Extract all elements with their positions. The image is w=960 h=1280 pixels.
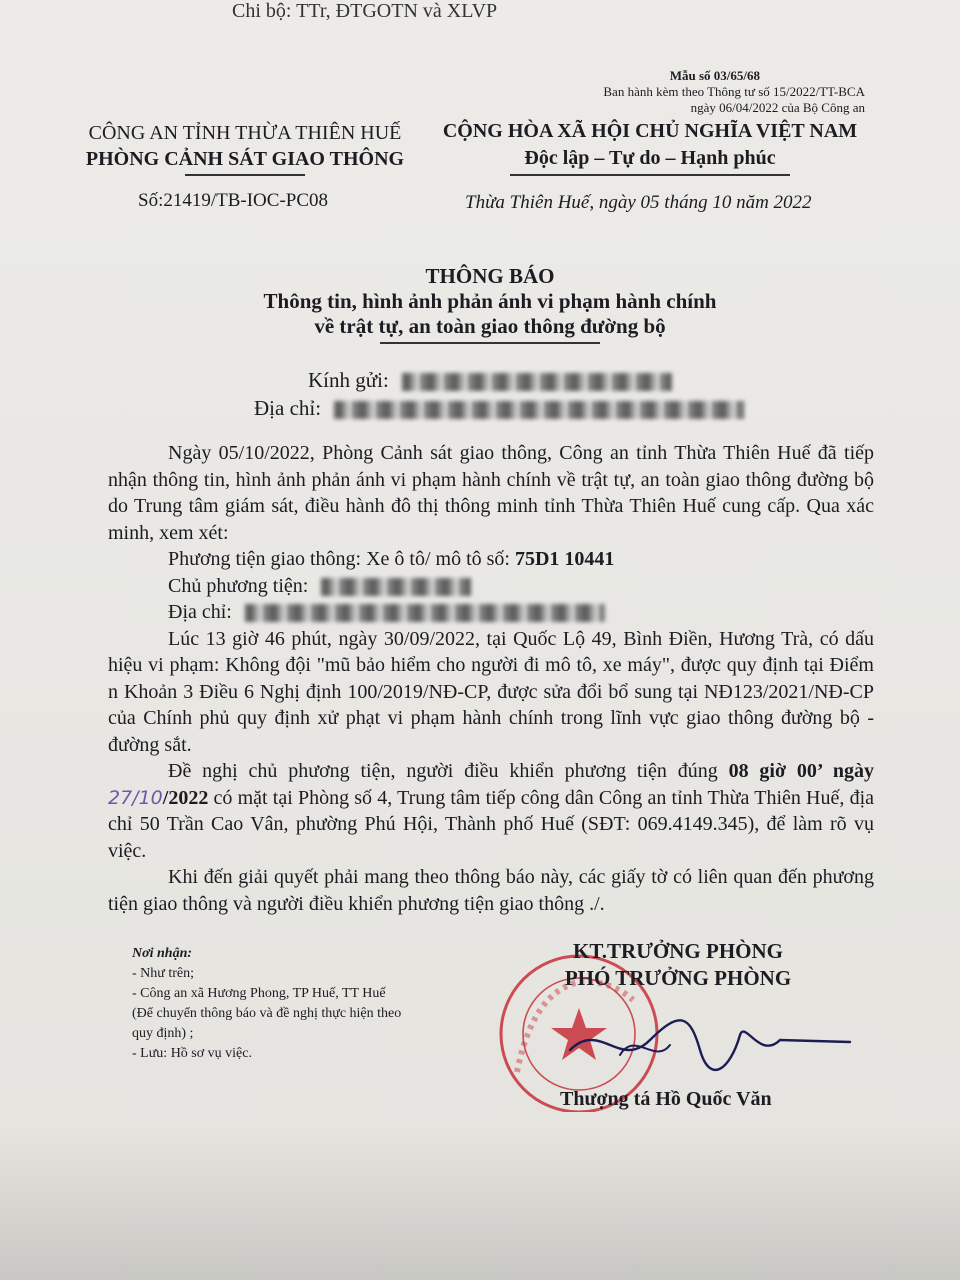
document-title	[150, 264, 830, 344]
appointment-year: /2022	[162, 786, 209, 809]
nation-name: CỘNG HÒA XÃ HỘI CHỦ NGHĨA VIỆT NAM	[442, 120, 858, 142]
issuing-agency	[60, 120, 430, 176]
sign-title-line: PHÓ TRƯỞNG PHÒNG	[564, 966, 792, 990]
appointment-rest: có mặt tại Phòng số 4, Trung tâm tiếp công dân Công an tỉnh Thừa Thiên Huế, địa chỉ 50 Trần Cao Vân, phường Phú Hội, Thành phố Huế (SĐT: 069.4149.345), để làm rõ vụ việc.	[108, 786, 875, 862]
body-paragraph: Lúc 13 giờ 46 phút, ngày 30/09/2022, tại Quốc Lộ 49, Bình Điền, Hương Trà, có dấu hiệu vi phạm: Không đội "mũ bảo hiểm cho người đi mô tô, xe máy", được quy định tại Điểm n Khoản 3 Điều 6 Nghị định 100/2019/NĐ-CP, được sửa đổi bổ sung tại NĐ123/2021/NĐ-CP của Chính phủ quy định xử phạt vi phạm hành chính trong lĩnh vực giao thông đường bộ - đường sắt.	[108, 627, 874, 756]
form-number: Mẫu số 03/65/68	[669, 68, 760, 83]
owner-line	[108, 573, 874, 600]
recipient-to-label: Kính gửi:	[308, 368, 389, 392]
redacted-address	[334, 401, 744, 419]
top-note: Chi bộ: TTr, ĐTGOTN và XLVP	[232, 0, 498, 22]
national-header	[430, 118, 870, 176]
recipient-to	[308, 368, 672, 393]
form-issued-line: ngày 06/04/2022 của Bộ Công an	[690, 100, 865, 115]
title-main: THÔNG BÁO	[425, 264, 555, 288]
handwritten-signature-icon	[560, 1010, 860, 1080]
distribution-list	[132, 944, 401, 1064]
form-issued-line: Ban hành kèm theo Thông tư số 15/2022/TT-BCA	[603, 84, 865, 99]
body-paragraph: Ngày 05/10/2022, Phòng Cảnh sát giao thông, Công an tỉnh Thừa Thiên Huế đã tiếp nhận thông tin, hình ảnh phản ánh vi phạm hành chính về trật tự, an toàn giao thông đường bộ do Trung tâm giám sát, điều hành đô thị thông minh tỉnh Thừa Thiên Huế cung cấp. Qua xác minh, xem xét:	[108, 442, 874, 544]
distribution-item: - Như trên;	[132, 966, 195, 981]
signer-name: Thượng tá Hồ Quốc Văn	[560, 1088, 772, 1110]
appointment-start: Đề nghị chủ phương tiện, người điều khiển phương tiện đúng	[168, 760, 718, 782]
handwritten-date: 27/10	[108, 786, 163, 809]
owner-label: Chủ phương tiện:	[168, 574, 309, 597]
distribution-item: quy định) ;	[132, 1026, 194, 1041]
title-sub: Thông tin, hình ảnh phản ánh vi phạm hành chính	[263, 289, 717, 313]
title-sub: về trật tự, an toàn giao thông đường bộ	[314, 314, 666, 338]
agency-underline	[185, 174, 305, 176]
motto-underline	[510, 174, 790, 176]
agency-dept: PHÒNG CẢNH SÁT GIAO THÔNG	[85, 148, 405, 170]
agency-parent: CÔNG AN TỈNH THỪA THIÊN HUẾ	[88, 122, 402, 144]
appointment-time: 08 giờ 00’ ngày	[728, 760, 875, 782]
appointment-paragraph	[108, 758, 874, 864]
redacted-owner-address	[245, 604, 605, 622]
distribution-item: (Để chuyển thông báo và đề nghị thực hiện theo	[132, 1006, 402, 1021]
license-plate: 75D1 10441	[514, 548, 615, 570]
owner-address-line	[108, 599, 874, 626]
sign-title-line: KT.TRƯỞNG PHÒNG	[573, 939, 783, 963]
title-underline	[380, 342, 600, 344]
date-place: Thừa Thiên Huế, ngày 05 tháng 10 năm 2022	[465, 192, 812, 213]
form-issued-note	[520, 84, 865, 116]
owner-address-label: Địa chỉ:	[168, 601, 232, 623]
body-paragraph: Khi đến giải quyết phải mang theo thông báo này, các giấy tờ có liên quan đến phương tiện giao thông và người điều khiển phương tiện giao thông ./.	[108, 866, 874, 915]
notice-body	[108, 440, 874, 917]
vehicle-label: Phương tiện giao thông: Xe ô tô/ mô tô số:	[168, 548, 510, 570]
redacted-name	[402, 373, 672, 391]
distribution-item: - Công an xã Hương Phong, TP Huế, TT Huế	[132, 986, 386, 1001]
recipient-address-label: Địa chỉ:	[254, 396, 322, 420]
redacted-owner	[321, 578, 471, 596]
document-number: Số:21419/TB-IOC-PC08	[138, 190, 329, 211]
distribution-head: Nơi nhận:	[132, 946, 193, 961]
recipient-address	[254, 396, 744, 421]
distribution-item: - Lưu: Hồ sơ vụ việc.	[132, 1046, 252, 1061]
signature-title	[548, 938, 808, 992]
vehicle-line	[108, 546, 874, 573]
nation-motto: Độc lập – Tự do – Hạnh phúc	[524, 147, 776, 169]
